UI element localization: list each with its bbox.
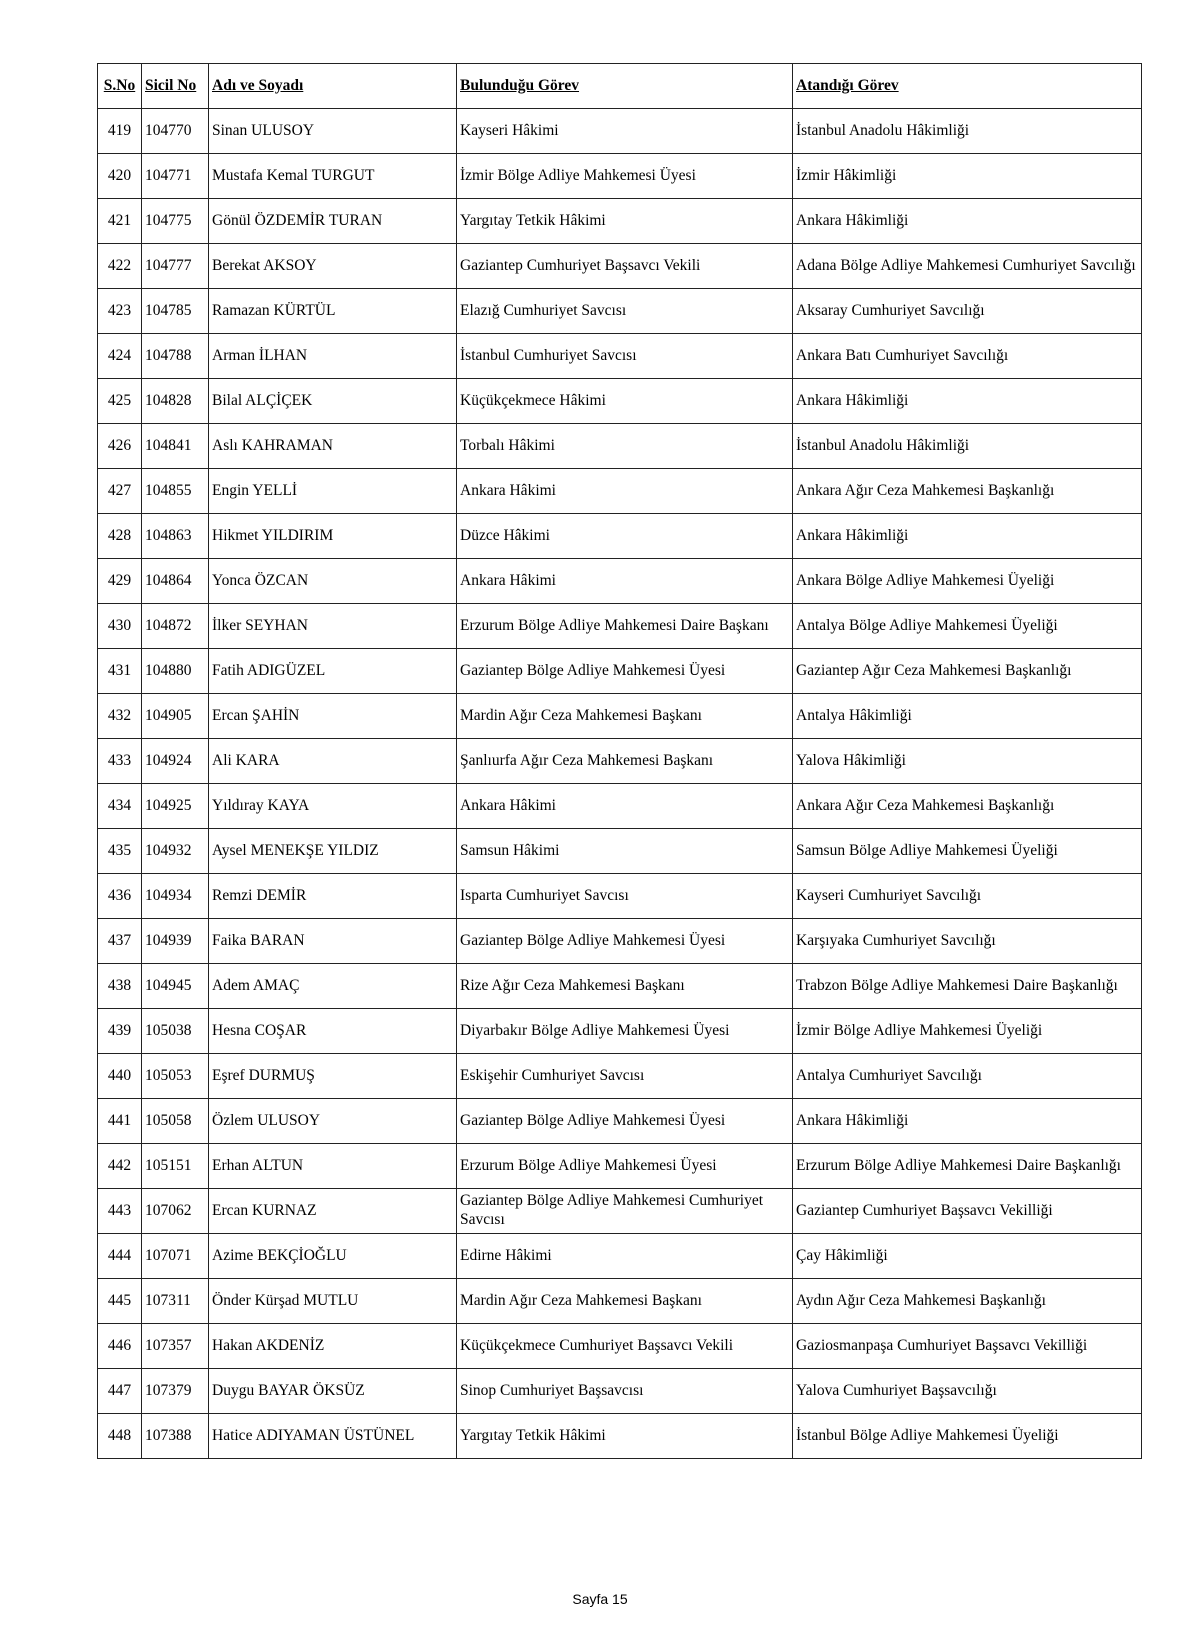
cell-sicil: 104788: [142, 334, 209, 379]
cell-sicil: 107062: [142, 1189, 209, 1234]
cell-sno: 445: [98, 1279, 142, 1324]
cell-sno: 422: [98, 244, 142, 289]
cell-assigned-position: Aksaray Cumhuriyet Savcılığı: [793, 289, 1142, 334]
cell-sno: 435: [98, 829, 142, 874]
cell-assigned-position: Ankara Batı Cumhuriyet Savcılığı: [793, 334, 1142, 379]
cell-current-position: Gaziantep Bölge Adliye Mahkemesi Üyesi: [457, 1099, 793, 1144]
cell-current-position: Ankara Hâkimi: [457, 559, 793, 604]
cell-sno: 432: [98, 694, 142, 739]
cell-assigned-position: Antalya Cumhuriyet Savcılığı: [793, 1054, 1142, 1099]
cell-assigned-position: Karşıyaka Cumhuriyet Savcılığı: [793, 919, 1142, 964]
table-row: [98, 649, 1142, 694]
cell-current-position: Mardin Ağır Ceza Mahkemesi Başkanı: [457, 694, 793, 739]
cell-assigned-position: Erzurum Bölge Adliye Mahkemesi Daire Başkanlığı: [793, 1144, 1142, 1189]
cell-name: Eşref DURMUŞ: [209, 1054, 457, 1099]
cell-sicil: 104880: [142, 649, 209, 694]
cell-assigned-position: Çay Hâkimliği: [793, 1234, 1142, 1279]
header-assigned-position: Atandığı Görev: [793, 64, 1142, 109]
cell-sicil: 107311: [142, 1279, 209, 1324]
cell-name: Yıldıray KAYA: [209, 784, 457, 829]
cell-sicil: 104864: [142, 559, 209, 604]
cell-current-position: Küçükçekmece Cumhuriyet Başsavcı Vekili: [457, 1324, 793, 1369]
page-number: Sayfa 15: [572, 1591, 628, 1607]
cell-assigned-position: Antalya Hâkimliği: [793, 694, 1142, 739]
cell-current-position: Mardin Ağır Ceza Mahkemesi Başkanı: [457, 1279, 793, 1324]
cell-sicil: 105038: [142, 1009, 209, 1054]
cell-name: Hatice ADIYAMAN ÜSTÜNEL: [209, 1414, 457, 1459]
table-row: [98, 1369, 1142, 1414]
cell-sno: 420: [98, 154, 142, 199]
table-row: [98, 739, 1142, 784]
cell-sno: 424: [98, 334, 142, 379]
cell-sicil: 104770: [142, 109, 209, 154]
cell-sno: 425: [98, 379, 142, 424]
cell-sno: 419: [98, 109, 142, 154]
cell-current-position: Diyarbakır Bölge Adliye Mahkemesi Üyesi: [457, 1009, 793, 1054]
cell-name: Özlem ULUSOY: [209, 1099, 457, 1144]
cell-name: Fatih ADIGÜZEL: [209, 649, 457, 694]
table-row: [98, 694, 1142, 739]
table-row: [98, 109, 1142, 154]
cell-name: Ercan ŞAHİN: [209, 694, 457, 739]
cell-sicil: 104863: [142, 514, 209, 559]
table-row: [98, 1189, 1142, 1234]
cell-sno: 448: [98, 1414, 142, 1459]
cell-sicil: 107388: [142, 1414, 209, 1459]
cell-assigned-position: Ankara Bölge Adliye Mahkemesi Üyeliği: [793, 559, 1142, 604]
cell-current-position: Gaziantep Bölge Adliye Mahkemesi Cumhuriyet Savcısı: [457, 1189, 793, 1234]
table-row: [98, 379, 1142, 424]
cell-name: Erhan ALTUN: [209, 1144, 457, 1189]
cell-current-position: Ankara Hâkimi: [457, 469, 793, 514]
cell-sno: 436: [98, 874, 142, 919]
cell-assigned-position: Yalova Hâkimliği: [793, 739, 1142, 784]
table-row: [98, 784, 1142, 829]
cell-assigned-position: Kayseri Cumhuriyet Savcılığı: [793, 874, 1142, 919]
cell-name: Yonca ÖZCAN: [209, 559, 457, 604]
cell-assigned-position: İzmir Bölge Adliye Mahkemesi Üyeliği: [793, 1009, 1142, 1054]
table-row: [98, 1099, 1142, 1144]
cell-sno: 442: [98, 1144, 142, 1189]
cell-assigned-position: Ankara Hâkimliği: [793, 514, 1142, 559]
cell-sno: 423: [98, 289, 142, 334]
cell-assigned-position: İstanbul Anadolu Hâkimliği: [793, 424, 1142, 469]
cell-assigned-position: Yalova Cumhuriyet Başsavcılığı: [793, 1369, 1142, 1414]
cell-name: Aysel MENEKŞE YILDIZ: [209, 829, 457, 874]
cell-sicil: 104785: [142, 289, 209, 334]
table-row: [98, 1414, 1142, 1459]
cell-sno: 428: [98, 514, 142, 559]
cell-assigned-position: Samsun Bölge Adliye Mahkemesi Üyeliği: [793, 829, 1142, 874]
cell-sno: 421: [98, 199, 142, 244]
cell-assigned-position: Gaziosmanpaşa Cumhuriyet Başsavcı Vekilliği: [793, 1324, 1142, 1369]
cell-sicil: 104924: [142, 739, 209, 784]
cell-assigned-position: Gaziantep Ağır Ceza Mahkemesi Başkanlığı: [793, 649, 1142, 694]
table-row: [98, 919, 1142, 964]
appointments-table: [97, 63, 1142, 1459]
cell-current-position: İzmir Bölge Adliye Mahkemesi Üyesi: [457, 154, 793, 199]
table-row: [98, 514, 1142, 559]
cell-current-position: Erzurum Bölge Adliye Mahkemesi Üyesi: [457, 1144, 793, 1189]
table-row: [98, 289, 1142, 334]
cell-name: Faika BARAN: [209, 919, 457, 964]
table-row: [98, 334, 1142, 379]
cell-sicil: 107379: [142, 1369, 209, 1414]
cell-current-position: Küçükçekmece Hâkimi: [457, 379, 793, 424]
cell-sno: 443: [98, 1189, 142, 1234]
cell-assigned-position: Ankara Hâkimliği: [793, 1099, 1142, 1144]
cell-name: Mustafa Kemal TURGUT: [209, 154, 457, 199]
cell-name: İlker SEYHAN: [209, 604, 457, 649]
cell-sicil: 105053: [142, 1054, 209, 1099]
cell-sno: 438: [98, 964, 142, 1009]
cell-assigned-position: Ankara Hâkimliği: [793, 379, 1142, 424]
header-current-position: Bulunduğu Görev: [457, 64, 793, 109]
table-row: [98, 1009, 1142, 1054]
cell-name: Hakan AKDENİZ: [209, 1324, 457, 1369]
cell-sicil: 104841: [142, 424, 209, 469]
cell-sicil: 105151: [142, 1144, 209, 1189]
table-row: [98, 469, 1142, 514]
table-row: [98, 1234, 1142, 1279]
cell-assigned-position: Ankara Hâkimliği: [793, 199, 1142, 244]
cell-current-position: Gaziantep Bölge Adliye Mahkemesi Üyesi: [457, 919, 793, 964]
cell-sicil: 104777: [142, 244, 209, 289]
cell-assigned-position: Trabzon Bölge Adliye Mahkemesi Daire Başkanlığı: [793, 964, 1142, 1009]
cell-sno: 441: [98, 1099, 142, 1144]
cell-sicil: 104905: [142, 694, 209, 739]
cell-name: Aslı KAHRAMAN: [209, 424, 457, 469]
cell-current-position: Ankara Hâkimi: [457, 784, 793, 829]
cell-sicil: 104872: [142, 604, 209, 649]
cell-current-position: Sinop Cumhuriyet Başsavcısı: [457, 1369, 793, 1414]
table-body: [98, 109, 1142, 1459]
cell-assigned-position: İzmir Hâkimliği: [793, 154, 1142, 199]
cell-sno: 434: [98, 784, 142, 829]
cell-current-position: Samsun Hâkimi: [457, 829, 793, 874]
table-row: [98, 199, 1142, 244]
cell-current-position: Elazığ Cumhuriyet Savcısı: [457, 289, 793, 334]
cell-sicil: 104771: [142, 154, 209, 199]
cell-name: Remzi DEMİR: [209, 874, 457, 919]
cell-name: Engin YELLİ: [209, 469, 457, 514]
cell-name: Arman İLHAN: [209, 334, 457, 379]
cell-name: Azime BEKÇİOĞLU: [209, 1234, 457, 1279]
cell-sno: 446: [98, 1324, 142, 1369]
cell-current-position: Rize Ağır Ceza Mahkemesi Başkanı: [457, 964, 793, 1009]
cell-current-position: Eskişehir Cumhuriyet Savcısı: [457, 1054, 793, 1099]
table-row: [98, 604, 1142, 649]
cell-assigned-position: İstanbul Anadolu Hâkimliği: [793, 109, 1142, 154]
table-row: [98, 559, 1142, 604]
cell-name: Hikmet YILDIRIM: [209, 514, 457, 559]
cell-current-position: Edirne Hâkimi: [457, 1234, 793, 1279]
cell-name: Duygu BAYAR ÖKSÜZ: [209, 1369, 457, 1414]
table-row: [98, 424, 1142, 469]
cell-name: Önder Kürşad MUTLU: [209, 1279, 457, 1324]
cell-name: Hesna COŞAR: [209, 1009, 457, 1054]
cell-sno: 431: [98, 649, 142, 694]
cell-sno: 437: [98, 919, 142, 964]
cell-name: Adem AMAÇ: [209, 964, 457, 1009]
cell-sno: 433: [98, 739, 142, 784]
table-row: [98, 1279, 1142, 1324]
cell-sicil: 104939: [142, 919, 209, 964]
cell-current-position: Gaziantep Cumhuriyet Başsavcı Vekili: [457, 244, 793, 289]
cell-current-position: Yargıtay Tetkik Hâkimi: [457, 199, 793, 244]
cell-name: Ercan KURNAZ: [209, 1189, 457, 1234]
cell-sno: 439: [98, 1009, 142, 1054]
table-row: [98, 1054, 1142, 1099]
cell-assigned-position: Ankara Ağır Ceza Mahkemesi Başkanlığı: [793, 469, 1142, 514]
cell-current-position: Torbalı Hâkimi: [457, 424, 793, 469]
cell-sicil: 104855: [142, 469, 209, 514]
cell-sno: 427: [98, 469, 142, 514]
cell-current-position: Şanlıurfa Ağır Ceza Mahkemesi Başkanı: [457, 739, 793, 784]
cell-sno: 426: [98, 424, 142, 469]
cell-sicil: 104775: [142, 199, 209, 244]
cell-name: Gönül ÖZDEMİR TURAN: [209, 199, 457, 244]
cell-assigned-position: Ankara Ağır Ceza Mahkemesi Başkanlığı: [793, 784, 1142, 829]
cell-name: Bilal ALÇİÇEK: [209, 379, 457, 424]
cell-sicil: 105058: [142, 1099, 209, 1144]
cell-sicil: 107071: [142, 1234, 209, 1279]
cell-sno: 430: [98, 604, 142, 649]
cell-name: Sinan ULUSOY: [209, 109, 457, 154]
cell-sno: 429: [98, 559, 142, 604]
table-row: [98, 964, 1142, 1009]
table-row: [98, 829, 1142, 874]
cell-current-position: Yargıtay Tetkik Hâkimi: [457, 1414, 793, 1459]
cell-assigned-position: Adana Bölge Adliye Mahkemesi Cumhuriyet Savcılığı: [793, 244, 1142, 289]
cell-name: Ramazan KÜRTÜL: [209, 289, 457, 334]
cell-sicil: 104925: [142, 784, 209, 829]
cell-assigned-position: İstanbul Bölge Adliye Mahkemesi Üyeliği: [793, 1414, 1142, 1459]
cell-sicil: 104932: [142, 829, 209, 874]
cell-current-position: İstanbul Cumhuriyet Savcısı: [457, 334, 793, 379]
table-row: [98, 1144, 1142, 1189]
cell-current-position: Kayseri Hâkimi: [457, 109, 793, 154]
table-row: [98, 1324, 1142, 1369]
table-row: [98, 244, 1142, 289]
cell-sno: 440: [98, 1054, 142, 1099]
cell-sicil: 107357: [142, 1324, 209, 1369]
cell-sicil: 104934: [142, 874, 209, 919]
cell-current-position: Isparta Cumhuriyet Savcısı: [457, 874, 793, 919]
cell-current-position: Erzurum Bölge Adliye Mahkemesi Daire Başkanı: [457, 604, 793, 649]
header-row: [98, 64, 1142, 109]
header-sno: S.No: [98, 64, 142, 109]
header-name: Adı ve Soyadı: [209, 64, 457, 109]
cell-assigned-position: Aydın Ağır Ceza Mahkemesi Başkanlığı: [793, 1279, 1142, 1324]
cell-name: Berekat AKSOY: [209, 244, 457, 289]
header-sicil: Sicil No: [142, 64, 209, 109]
table-row: [98, 874, 1142, 919]
cell-name: Ali KARA: [209, 739, 457, 784]
table-row: [98, 154, 1142, 199]
cell-sno: 444: [98, 1234, 142, 1279]
cell-assigned-position: Antalya Bölge Adliye Mahkemesi Üyeliği: [793, 604, 1142, 649]
cell-sicil: 104945: [142, 964, 209, 1009]
cell-assigned-position: Gaziantep Cumhuriyet Başsavcı Vekilliği: [793, 1189, 1142, 1234]
cell-sno: 447: [98, 1369, 142, 1414]
cell-current-position: Düzce Hâkimi: [457, 514, 793, 559]
cell-current-position: Gaziantep Bölge Adliye Mahkemesi Üyesi: [457, 649, 793, 694]
cell-sicil: 104828: [142, 379, 209, 424]
